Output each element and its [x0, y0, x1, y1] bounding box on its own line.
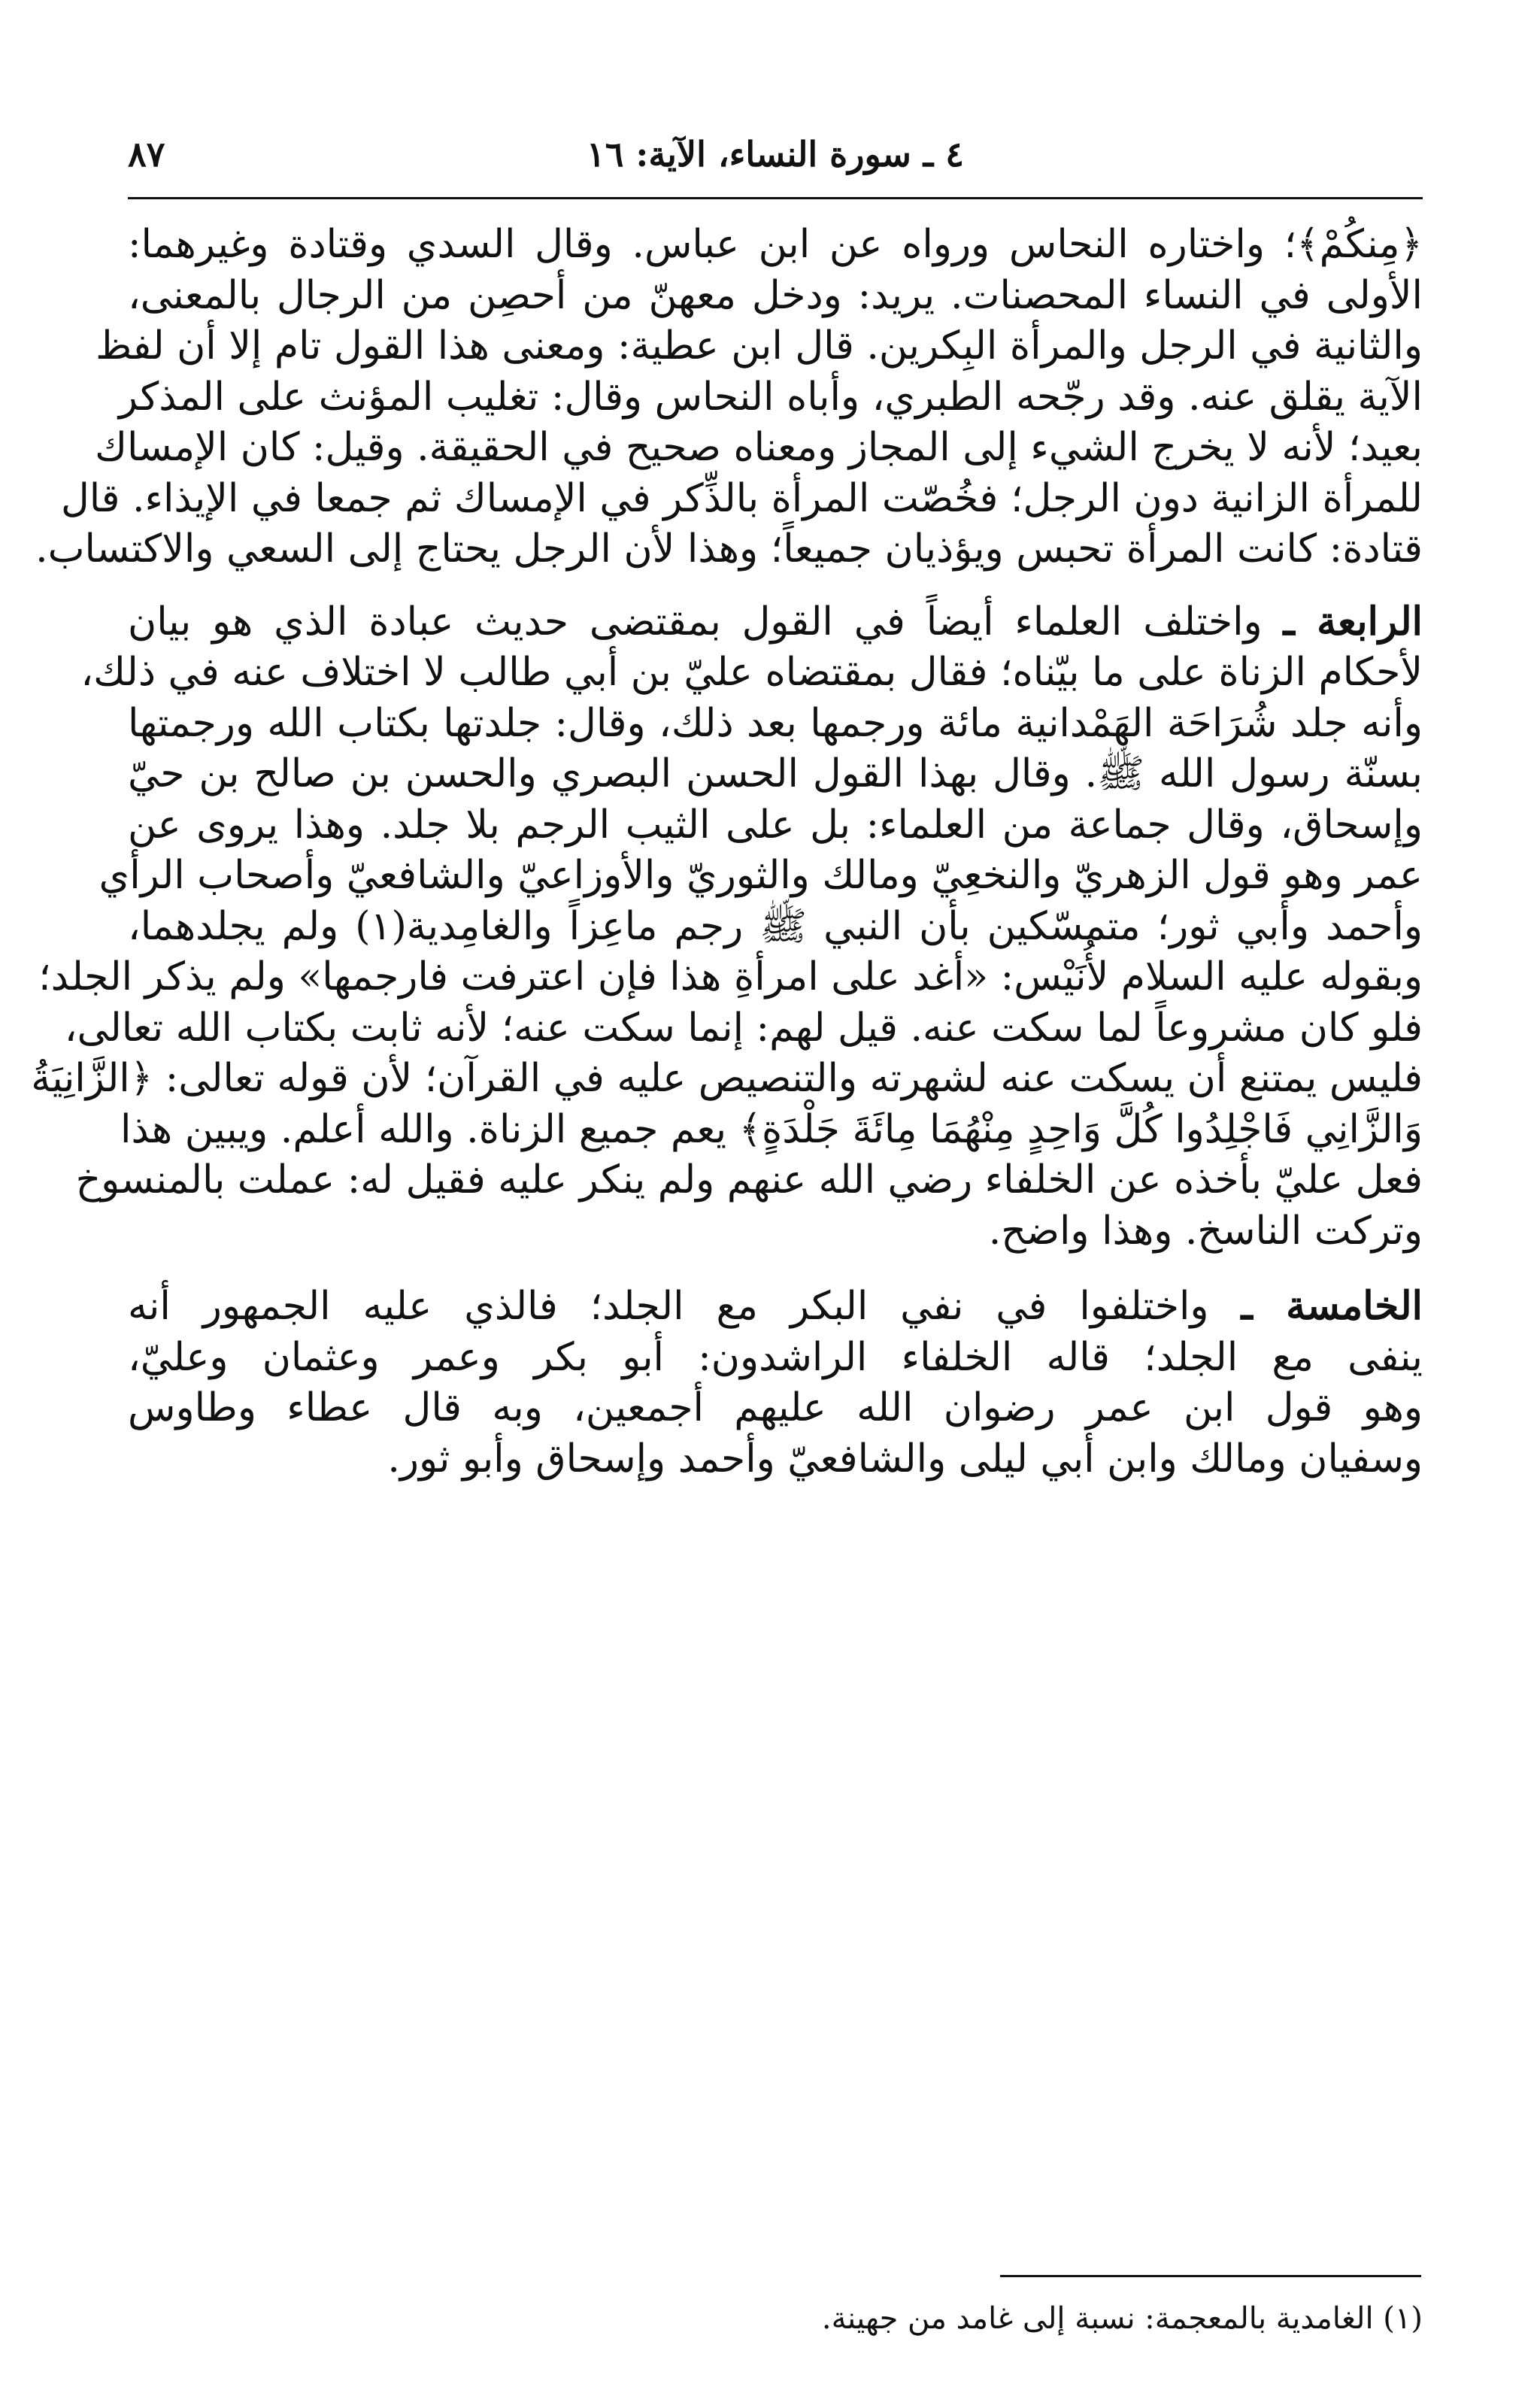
body-text: [31, 220, 1423, 1509]
text-line: والثانية في الرجل والمرأة البِكرين. قال ابن عطية: ومعنى هذا القول تام إلا أن لفظ: [95, 323, 1423, 369]
text-line: بسنّة رسول الله ﷺ. وقال بهذا القول الحسن البصري والحسن بن صالح بن حيّ: [128, 751, 1423, 796]
text-line: وسفيان ومالك وابن أبي ليلى والشافعيّ وأحمد وإسحاق وأبو ثور.: [387, 1436, 1423, 1482]
text-line: ﴿مِنكُمْ﴾؛ واختاره النحاس ورواه عن ابن عباس. وقال السدي وقتادة وغيرهما:: [128, 222, 1423, 267]
text-line: وبقوله عليه السلام لأُنَيْس: «أغد على امرأةِ هذا فإن اعترفت فارجمها» ولم يذكر الجلد؛: [38, 954, 1423, 999]
section-lead: الرابعة ـ: [1283, 598, 1423, 645]
text-line: فعل عليّ بأخذه عن الخلفاء رضي الله عنهم ولم ينكر عليه فقيل له: عملت بالمنسوخ: [75, 1157, 1423, 1203]
text-line: للمرأة الزانية دون الرجل؛ فخُصّت المرأة بالذِّكر في الإمساك ثم جمعا في الإيذاء. قال: [60, 475, 1423, 521]
section-lead: الخامسة ـ: [1241, 1283, 1423, 1329]
text-line: الآية يقلق عنه. وقد رجّحه الطبري، وأباه النحاس وقال: تغليب المؤنث على المذكر: [118, 374, 1423, 420]
text-fragment: واختلف العلماء أيضاً في القول بمقتضى حديث عبادة الذي هو بيان: [128, 599, 1284, 645]
text-line: فليس يمتنع أن يسكت عنه لشهرته والتنصيص عليه في القرآن؛ لأن قوله تعالى: ﴿الزَّانِيَةُ: [31, 1056, 1423, 1101]
text-line: [128, 596, 1423, 648]
text-line: [128, 1281, 1423, 1333]
paragraph-1: [35, 220, 1423, 575]
text-line: وإسحاق، وقال جماعة من العلماء: بل على الثيب الرجم بلا جلد. وهذا يروى عن: [128, 802, 1423, 848]
footnote: (١) الغامدية بالمعجمة: نسبة إلى غامد من جهينة.: [821, 2301, 1423, 2336]
text-line: وهو قول ابن عمر رضوان الله عليهم أجمعين، وبه قال عطاء وطاوس: [128, 1385, 1423, 1430]
text-line: وَالزَّانِي فَاجْلِدُوا كُلَّ وَاحِدٍ مِنْهُمَا مِائَةَ جَلْدَةٍ﴾ يعم جميع الزناة. والله أعلم. ويبين هذا: [120, 1106, 1423, 1152]
text-line: قتادة: كانت المرأة تحبس ويؤذيان جميعاً؛ وهذا لأن الرجل يحتاج إلى السعي والاكتساب.: [35, 526, 1423, 572]
header-rule: [128, 197, 1423, 199]
page-number: ٨٧: [128, 134, 165, 174]
text-line: وأحمد وأبي ثور؛ متمسّكين بأن النبي ﷺ رجم ماعِزاً والغامِدية(١) ولم يجلدهما،: [128, 903, 1423, 949]
text-fragment: واختلفوا في نفي البكر مع الجلد؛ فالذي عليه الجمهور أنه: [128, 1284, 1241, 1329]
text-line: عمر وهو قول الزهريّ والنخعِيّ ومالك والثوريّ والأوزاعيّ والشافعيّ وأصحاب الرأي: [99, 853, 1423, 898]
text-line: بعيد؛ لأنه لا يخرج الشيء إلى المجاز ومعناه صحيح في الحقيقة. وقيل: كان الإمساك: [95, 425, 1423, 470]
footnote-rule: [1000, 2275, 1421, 2277]
page-header: [128, 134, 1423, 187]
text-line: وأنه جلد شُرَاحَة الهَمْدانية مائة ورجمها بعد ذلك، وقال: جلدتها بكتاب الله ورجمتها: [128, 700, 1423, 746]
text-line: وتركت الناسخ. وهذا واضح.: [988, 1208, 1423, 1254]
paragraph-3: [128, 1281, 1423, 1485]
paragraph-2: [31, 596, 1423, 1257]
text-line: فلو كان مشروعاً لما سكت عنه. قيل لهم: إنما سكت عنه؛ لأنه ثابت بكتاب الله تعالى،: [64, 1005, 1423, 1051]
text-line: الأولى في النساء المحصنات. يريد: ودخل معهنّ من أحصِن من الرجال بالمعنى،: [128, 272, 1423, 318]
text-line: ينفى مع الجلد؛ قاله الخلفاء الراشدون: أبو بكر وعمر وعثمان وعليّ،: [128, 1334, 1423, 1380]
running-title: ٤ ـ سورة النساء، الآية: ١٦: [587, 134, 964, 174]
text-line: لأحكام الزناة على ما بيّناه؛ فقال بمقتضاه عليّ بن أبي طالب لا اختلاف عنه في ذلك،: [80, 650, 1423, 695]
